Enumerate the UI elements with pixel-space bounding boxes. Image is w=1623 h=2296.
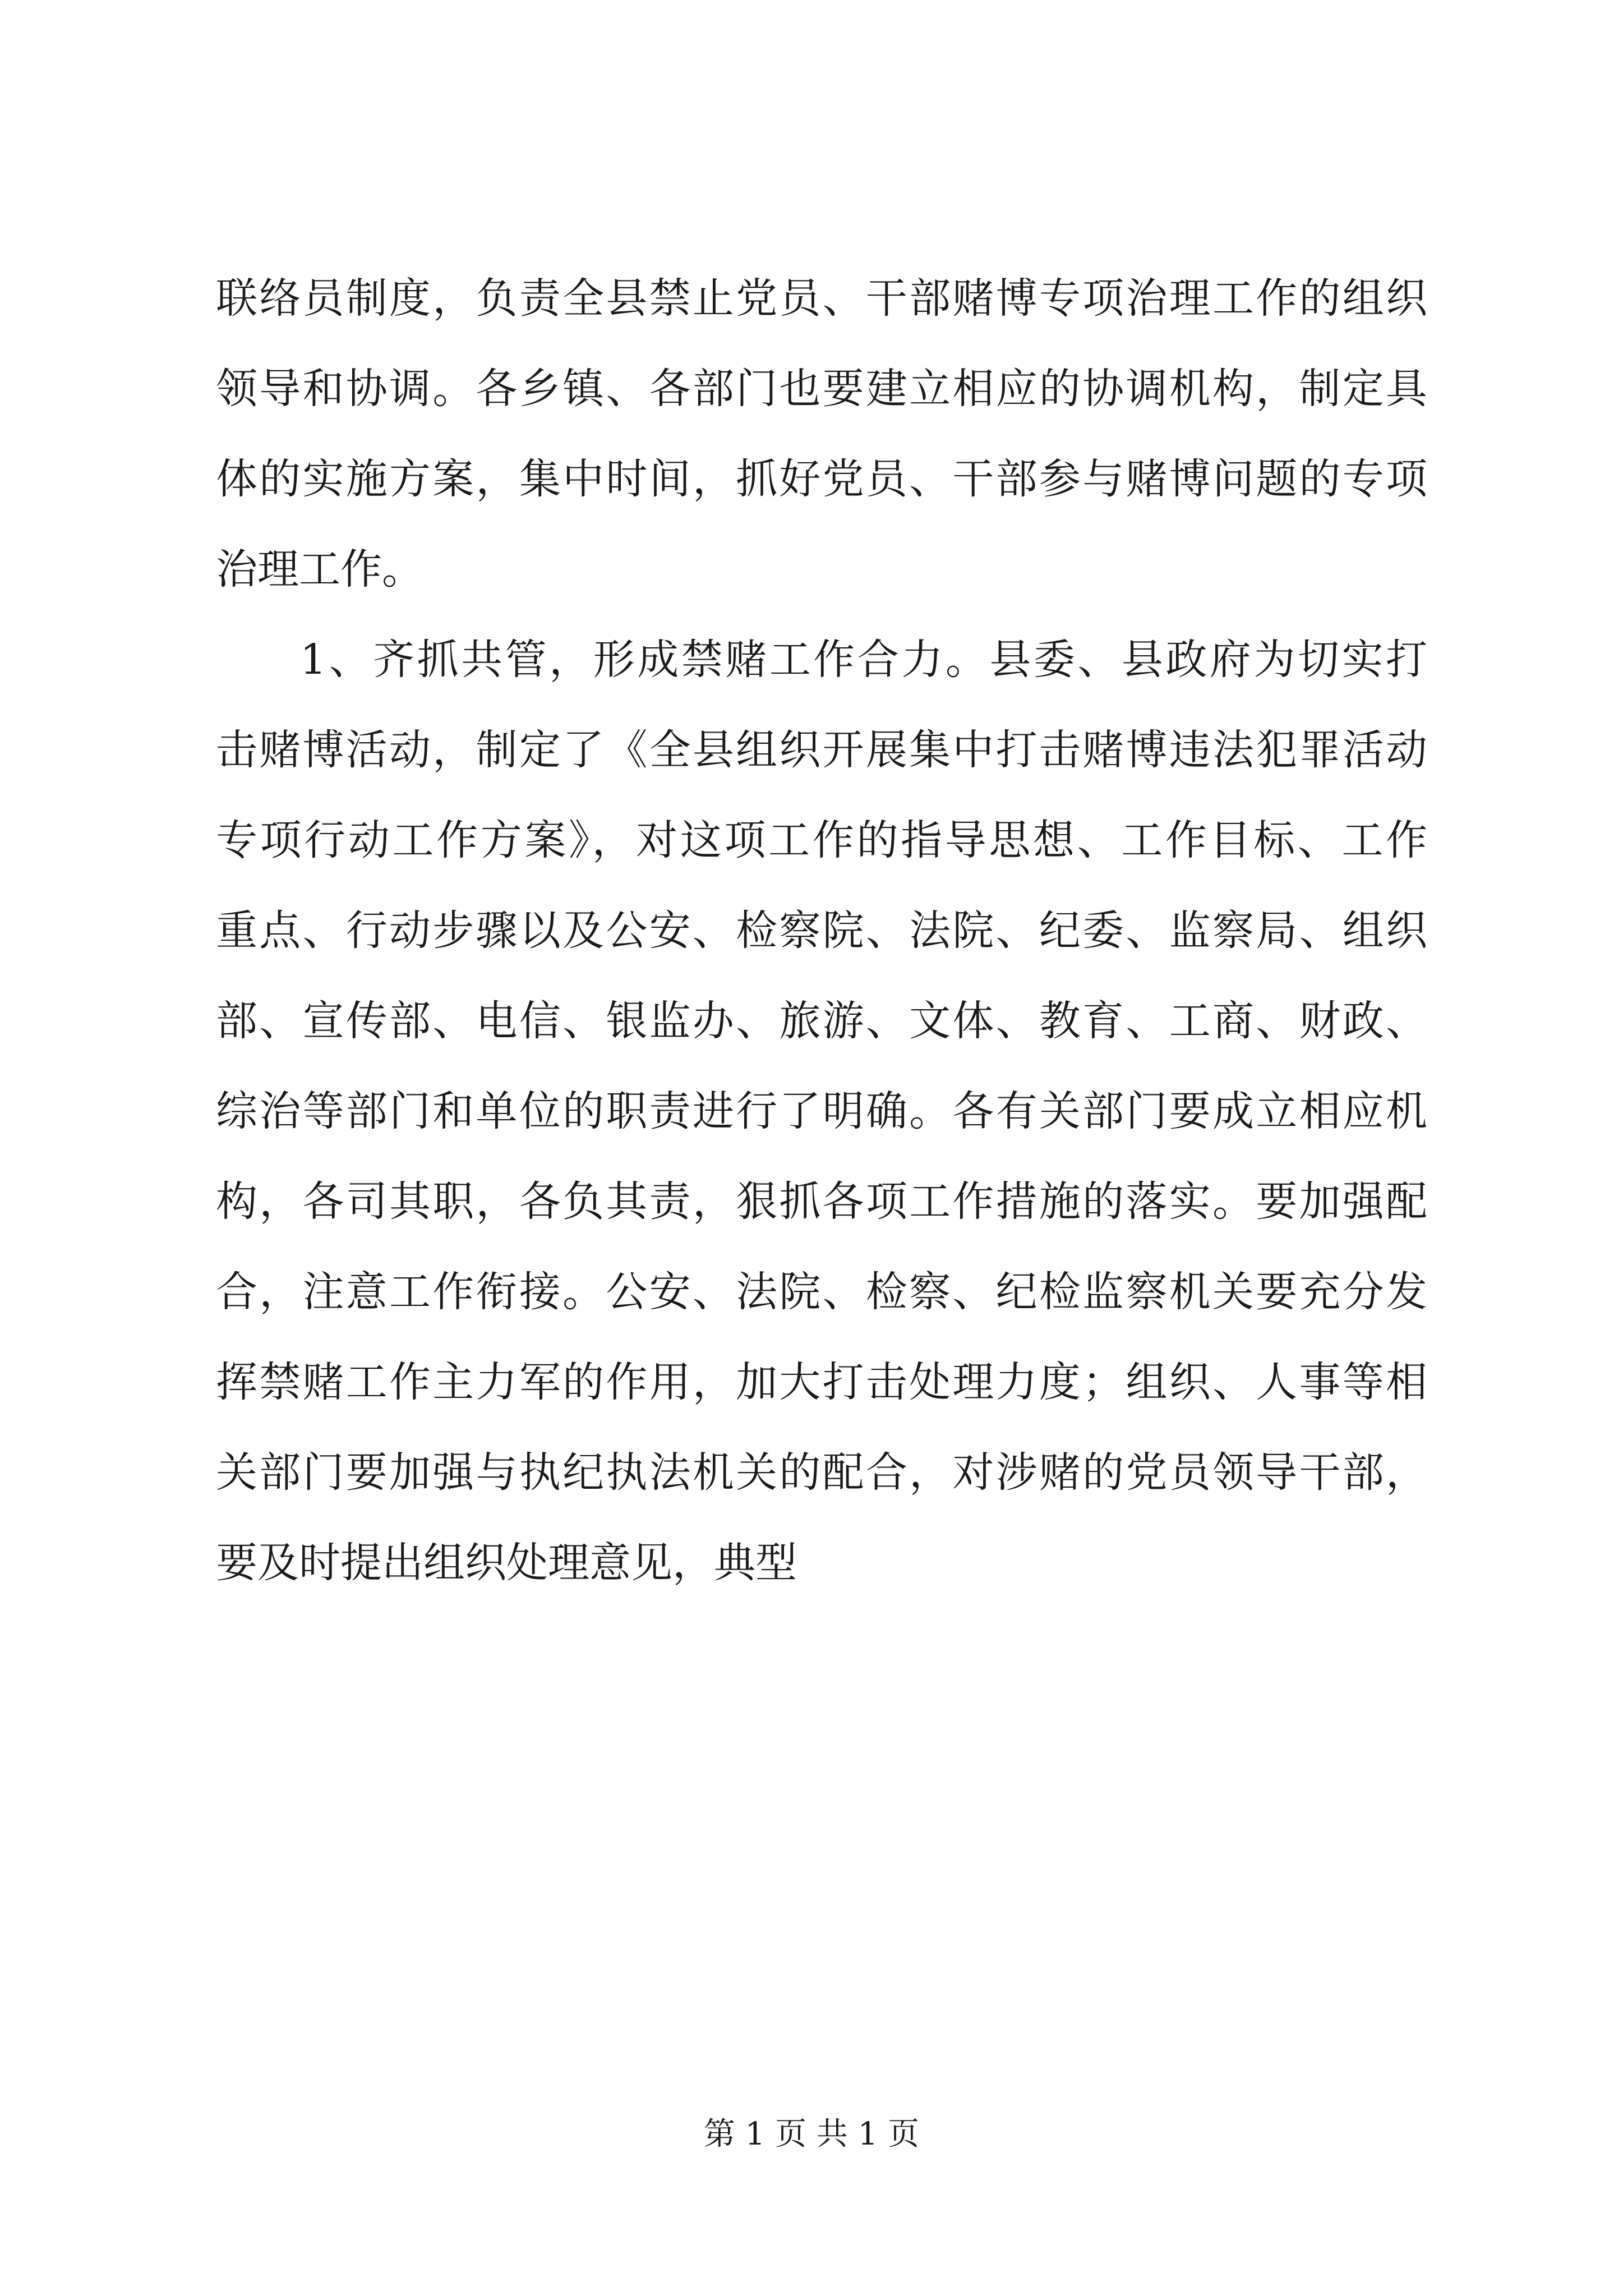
text-line: 击赌博活动，制定了《全县组织开展集中打击赌博违法犯罪活动 bbox=[216, 726, 1427, 774]
text-line: 构，各司其职，各负其责，狠抓各项工作措施的落实。要加强配 bbox=[216, 1177, 1427, 1226]
text-line: 综治等部门和单位的职责进行了明确。各有关部门要成立相应机 bbox=[216, 1087, 1427, 1135]
text-line: 治理工作。 bbox=[216, 545, 423, 593]
text-line: 要及时提出组织处理意见，典型 bbox=[216, 1539, 797, 1587]
text-line: 联络员制度，负责全县禁止党员、干部赌博专项治理工作的组织 bbox=[216, 274, 1427, 323]
document-body bbox=[216, 254, 1427, 1608]
text-line: 领导和协调。各乡镇、各部门也要建立相应的协调机构，制定具 bbox=[216, 365, 1427, 413]
text-line: 挥禁赌工作主力军的作用，加大打击处理力度；组织、人事等相 bbox=[216, 1358, 1427, 1406]
text-line: 重点、行动步骤以及公安、检察院、法院、纪委、监察局、组织 bbox=[216, 907, 1427, 955]
text-line: 体的实施方案，集中时间，抓好党员、干部参与赌博问题的专项 bbox=[216, 455, 1427, 503]
text-line: 合，注意工作衔接。公安、法院、检察、纪检监察机关要充分发 bbox=[216, 1268, 1427, 1316]
text-line: 关部门要加强与执纪执法机关的配合，对涉赌的党员领导干部， bbox=[216, 1448, 1427, 1497]
text-line: 专项行动工作方案》，对这项工作的指导思想、工作目标、工作 bbox=[216, 816, 1427, 864]
text-line: 部、宣传部、电信、银监办、旅游、文体、教育、工商、财政、 bbox=[216, 997, 1427, 1045]
page-number-footer: 第 1 页 共 1 页 bbox=[703, 2116, 920, 2152]
text-line: 1、齐抓共管，形成禁赌工作合力。县委、县政府为切实打 bbox=[300, 636, 1427, 684]
